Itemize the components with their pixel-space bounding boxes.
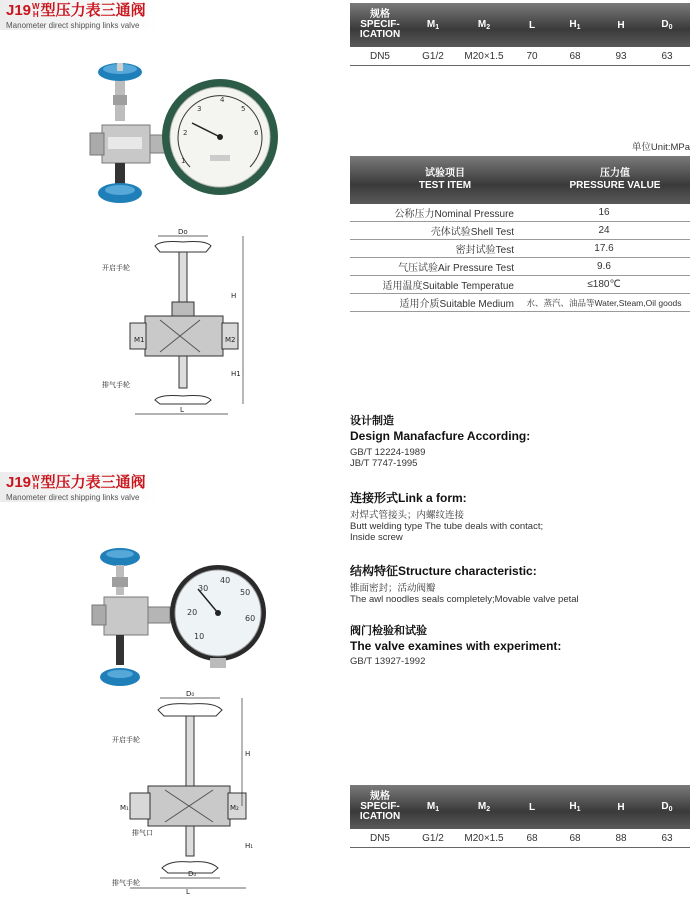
section-heading-en: The valve examines with experiment: [350, 639, 562, 653]
label-open-wheel: 开启手轮 [112, 736, 140, 744]
gauge-scale-label: 5 [241, 105, 246, 113]
technical-drawing-2 [110, 690, 260, 895]
title-wh-marker: W H [32, 474, 40, 492]
section-line: GB/T 12224-1989 [350, 447, 426, 458]
gauge-scale-label: 50 [240, 588, 251, 597]
section-line: JB/T 7747-1995 [350, 458, 418, 469]
gauge-scale-label: 4 [220, 96, 225, 104]
col-do: $D_0$ [661, 19, 673, 31]
gauge-scale-label: 1 [181, 157, 186, 165]
gauge-scale-label: 3 [197, 105, 202, 113]
col-do: $D_0$ [661, 801, 673, 813]
pressure-table-header [350, 156, 690, 204]
gauge-scale-label: 2 [183, 129, 188, 137]
dimension-m1: M₁ [120, 804, 129, 812]
table-row: DN5 G1/2 M20×1.5 70 68 93 63 [350, 47, 690, 66]
dimension-h: H [231, 292, 237, 300]
product2-title: J19 W H 型压力表三通阀 [6, 474, 146, 492]
section-line: Inside screw [350, 532, 403, 543]
gauge-scale-label: 10 [194, 632, 205, 641]
product1-subtitle: Manometer direct shipping links valve [6, 21, 140, 30]
dimension-h: H [245, 750, 251, 758]
dimension-do: Do [178, 228, 188, 236]
product2-photo [90, 545, 270, 695]
spec-header-label: 规格 SPECIF- ICATION [359, 791, 401, 822]
section-inspection [350, 622, 561, 667]
label-vent-wheel: 排气手轮 [102, 381, 130, 389]
section-line: The awl noodles seals completely;Movable valve petal [350, 594, 579, 605]
label-vent-wheel: 排气手轮 [112, 879, 140, 887]
dimension-h1: H1 [231, 370, 241, 378]
dimension-do-2: D₀ [188, 870, 197, 878]
dimension-m1: M1 [134, 336, 145, 344]
title-suffix: 型压力表三通阀 [40, 2, 146, 19]
col-h1: $H_1$ [569, 19, 581, 31]
col-l: L [528, 801, 536, 813]
section-structure [350, 562, 579, 605]
spec-table-header [350, 3, 690, 47]
product2-subtitle: Manometer direct shipping links valve [6, 493, 140, 502]
pressure-table [350, 156, 690, 312]
dimension-l: L [186, 888, 190, 895]
unit-label: 单位Unit:MPa [631, 142, 690, 153]
section-link-form [350, 489, 543, 543]
gauge-scale-label: 20 [187, 608, 198, 617]
handwheel-icon [100, 668, 140, 686]
table-row: 适用介质Suitable Medium 水、蒸汽、油品等Water,Steam,Oil goods [350, 294, 690, 312]
col-m1: $M_1$ [426, 19, 440, 31]
section-line: 对焊式管接头；内螺纹连接 [350, 510, 465, 521]
dimension-h1: H₁ [245, 842, 254, 850]
dimension-l: L [180, 406, 184, 414]
gauge-scale-label: 60 [245, 614, 256, 623]
handwheel-icon [98, 183, 142, 203]
col-m1: $M_1$ [426, 801, 440, 813]
section-line: GB/T 13927-1992 [350, 656, 426, 667]
table-row: DN5 G1/2 M20×1.5 68 68 88 63 [350, 829, 690, 848]
col-h1: $H_1$ [569, 801, 581, 813]
section-heading: 连接形式Link a form: [350, 491, 467, 505]
product1-title [6, 3, 146, 19]
title-wh-marker: W H [32, 2, 40, 20]
handwheel-icon [98, 63, 142, 81]
section-line: 锥面密封；活动阀瓣 [350, 583, 436, 594]
section-heading-cn: 设计制造 [350, 415, 394, 427]
section-heading: 结构特征Structure characteristic: [350, 564, 537, 578]
col-h: H [617, 19, 625, 31]
section-heading-en: Design Manafacfure According: [350, 429, 531, 443]
product1-photo [80, 55, 290, 215]
label-open-wheel: 开启手轮 [102, 264, 130, 272]
table-row: 密封试验Test 17.6 [350, 240, 690, 258]
dimension-m2: M₂ [230, 804, 239, 812]
spec-table-header [350, 785, 690, 829]
section-heading-cn: 阀门检验和试验 [350, 625, 427, 637]
spec-header-label: 规格 SPECIF- ICATION [359, 9, 401, 40]
table-row: 气压试验Air Pressure Test 9.6 [350, 258, 690, 276]
col-test-item: 试验项目 TEST ITEM [418, 168, 472, 191]
section-design [350, 412, 530, 469]
technical-drawing-1 [100, 228, 250, 418]
table-row: 公称压力Nominal Pressure 16 [350, 204, 690, 222]
gauge-scale-label: 30 [198, 584, 209, 593]
handwheel-icon [100, 548, 140, 566]
col-m2: $M_2$ [477, 19, 491, 31]
table-row: 壳体试验Shell Test 24 [350, 222, 690, 240]
gauge-scale-label: 40 [220, 576, 231, 585]
spec-table-1 [350, 3, 690, 66]
gauge-scale-label: 6 [254, 129, 259, 137]
label-vent-port: 排气口 [132, 829, 153, 837]
col-l: L [528, 19, 536, 31]
spec-table-2 [350, 785, 690, 848]
section-line: Butt welding type The tube deals with contact; [350, 521, 544, 532]
dimension-do: D₀ [186, 690, 195, 698]
col-h: H [617, 801, 625, 813]
col-m2: $M_2$ [477, 801, 491, 813]
dimension-m2: M2 [225, 336, 236, 344]
table-row: 适用温度Suitable Temperatue ≤180℃ [350, 276, 690, 294]
title-prefix: J19 [6, 2, 32, 19]
col-pressure-value: 压力值 PRESSURE VALUE [569, 168, 661, 191]
